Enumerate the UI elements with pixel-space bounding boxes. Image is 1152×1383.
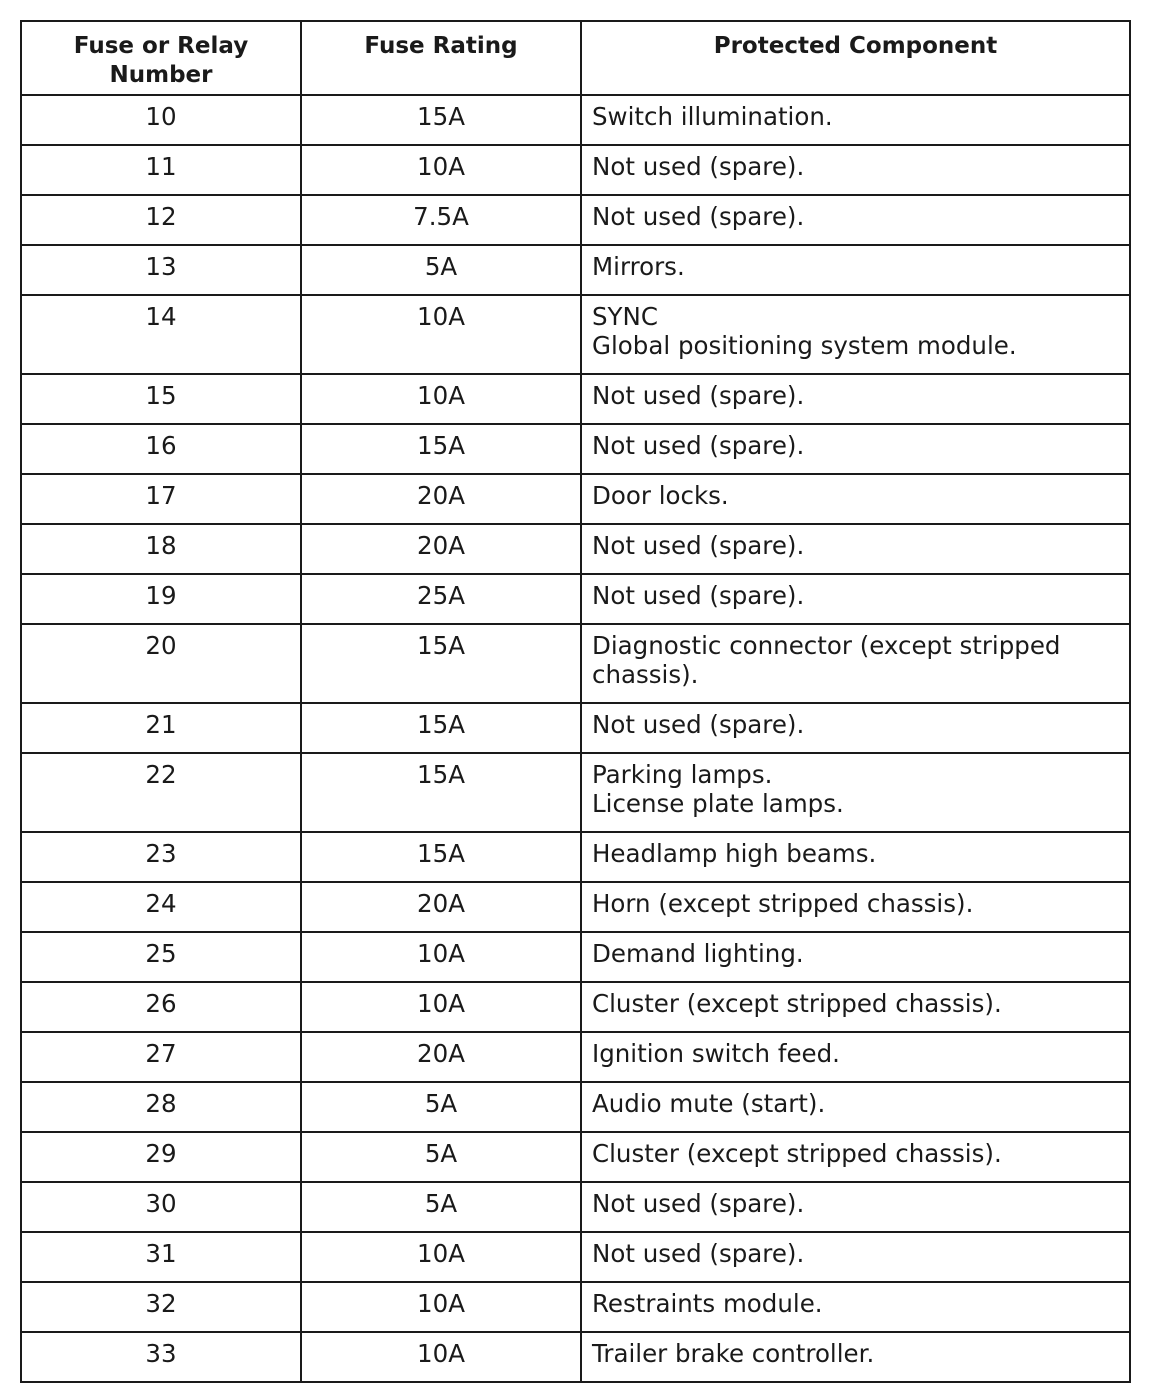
protected-component-cell: Horn (except stripped chassis).	[581, 882, 1130, 932]
protected-component-cell: Parking lamps. License plate lamps.	[581, 753, 1130, 832]
fuse-number-cell: 26	[21, 982, 301, 1032]
fuse-number-cell: 14	[21, 295, 301, 374]
header-fuse-number-label: Fuse or Relay Number	[73, 33, 249, 88]
fuse-number-cell: 18	[21, 524, 301, 574]
header-fuse-rating-label: Fuse Rating	[364, 33, 518, 59]
fuse-number-cell: 15	[21, 374, 301, 424]
table-row	[21, 195, 1130, 245]
table-row	[21, 1232, 1130, 1282]
protected-component-cell: Not used (spare).	[581, 424, 1130, 474]
fuse-rating-cell: 10A	[301, 932, 581, 982]
header-fuse-number	[21, 21, 301, 95]
fuse-rating-cell: 15A	[301, 95, 581, 145]
fuse-number-cell: 12	[21, 195, 301, 245]
protected-component-cell: Not used (spare).	[581, 524, 1130, 574]
fuse-number-cell: 13	[21, 245, 301, 295]
table-row	[21, 1282, 1130, 1332]
protected-component-cell: Not used (spare).	[581, 574, 1130, 624]
fuse-number-cell: 16	[21, 424, 301, 474]
fuse-rating-cell: 25A	[301, 574, 581, 624]
table-row	[21, 245, 1130, 295]
table-row	[21, 474, 1130, 524]
protected-component-cell: Cluster (except stripped chassis).	[581, 1132, 1130, 1182]
protected-component-cell: Audio mute (start).	[581, 1082, 1130, 1132]
fuse-number-cell: 25	[21, 932, 301, 982]
fuse-rating-cell: 15A	[301, 624, 581, 703]
fuse-number-cell: 19	[21, 574, 301, 624]
protected-component-cell: Demand lighting.	[581, 932, 1130, 982]
fuse-number-cell: 30	[21, 1182, 301, 1232]
table-row	[21, 1082, 1130, 1132]
table-row	[21, 882, 1130, 932]
header-fuse-rating	[301, 21, 581, 95]
fuse-number-cell: 17	[21, 474, 301, 524]
fuse-number-cell: 10	[21, 95, 301, 145]
fuse-number-cell: 33	[21, 1332, 301, 1382]
table-row	[21, 753, 1130, 832]
fuse-rating-cell: 20A	[301, 524, 581, 574]
fuse-rating-cell: 20A	[301, 474, 581, 524]
fuse-rating-cell: 20A	[301, 1032, 581, 1082]
fuse-table	[20, 20, 1131, 1383]
protected-component-cell: Door locks.	[581, 474, 1130, 524]
fuse-number-cell: 29	[21, 1132, 301, 1182]
table-row	[21, 1182, 1130, 1232]
fuse-number-cell: 27	[21, 1032, 301, 1082]
fuse-number-cell: 20	[21, 624, 301, 703]
fuse-rating-cell: 10A	[301, 145, 581, 195]
fuse-number-cell: 21	[21, 703, 301, 753]
fuse-rating-cell: 15A	[301, 424, 581, 474]
table-row	[21, 703, 1130, 753]
header-protected-component-label: Protected Component	[713, 33, 998, 59]
fuse-number-cell: 28	[21, 1082, 301, 1132]
protected-component-cell: Restraints module.	[581, 1282, 1130, 1332]
protected-component-cell: Trailer brake controller.	[581, 1332, 1130, 1382]
protected-component-cell: Switch illumination.	[581, 95, 1130, 145]
fuse-rating-cell: 5A	[301, 245, 581, 295]
table-row	[21, 295, 1130, 374]
table-header	[21, 21, 1130, 95]
table-row	[21, 1332, 1130, 1382]
table-row	[21, 624, 1130, 703]
fuse-rating-cell: 15A	[301, 832, 581, 882]
fuse-rating-cell: 10A	[301, 982, 581, 1032]
protected-component-cell: Not used (spare).	[581, 1182, 1130, 1232]
fuse-rating-cell: 5A	[301, 1182, 581, 1232]
fuse-number-cell: 31	[21, 1232, 301, 1282]
protected-component-cell: SYNC Global positioning system module.	[581, 295, 1130, 374]
table-body	[21, 95, 1130, 1382]
protected-component-cell: Not used (spare).	[581, 703, 1130, 753]
protected-component-cell: Not used (spare).	[581, 1232, 1130, 1282]
table-row	[21, 95, 1130, 145]
fuse-number-cell: 23	[21, 832, 301, 882]
fuse-number-cell: 24	[21, 882, 301, 932]
protected-component-cell: Headlamp high beams.	[581, 832, 1130, 882]
fuse-rating-cell: 10A	[301, 1232, 581, 1282]
fuse-rating-cell: 5A	[301, 1082, 581, 1132]
protected-component-cell: Mirrors.	[581, 245, 1130, 295]
fuse-number-cell: 22	[21, 753, 301, 832]
fuse-rating-cell: 10A	[301, 295, 581, 374]
table-row	[21, 1032, 1130, 1082]
protected-component-cell: Diagnostic connector (except stripped chassis).	[581, 624, 1130, 703]
protected-component-cell: Cluster (except stripped chassis).	[581, 982, 1130, 1032]
table-row	[21, 982, 1130, 1032]
table-row	[21, 145, 1130, 195]
protected-component-cell: Not used (spare).	[581, 195, 1130, 245]
table-row	[21, 374, 1130, 424]
fuse-rating-cell: 10A	[301, 374, 581, 424]
protected-component-cell: Not used (spare).	[581, 374, 1130, 424]
fuse-number-cell: 32	[21, 1282, 301, 1332]
table-row	[21, 424, 1130, 474]
fuse-rating-cell: 20A	[301, 882, 581, 932]
fuse-rating-cell: 10A	[301, 1332, 581, 1382]
fuse-rating-cell: 5A	[301, 1132, 581, 1182]
header-row	[21, 21, 1130, 95]
fuse-number-cell: 11	[21, 145, 301, 195]
table-row	[21, 524, 1130, 574]
table-row	[21, 932, 1130, 982]
fuse-rating-cell: 15A	[301, 753, 581, 832]
protected-component-cell: Ignition switch feed.	[581, 1032, 1130, 1082]
fuse-rating-cell: 10A	[301, 1282, 581, 1332]
fuse-rating-cell: 15A	[301, 703, 581, 753]
header-protected-component	[581, 21, 1130, 95]
table-row	[21, 832, 1130, 882]
fuse-rating-cell: 7.5A	[301, 195, 581, 245]
table-row	[21, 574, 1130, 624]
protected-component-cell: Not used (spare).	[581, 145, 1130, 195]
table-row	[21, 1132, 1130, 1182]
